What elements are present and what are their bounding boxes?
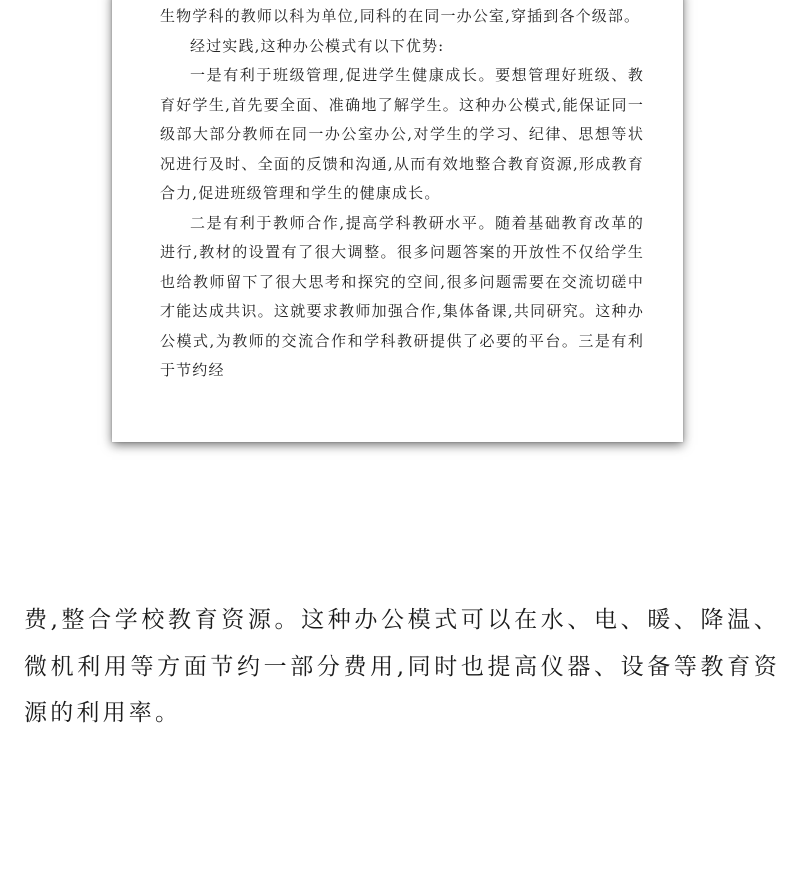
paragraph-2: 经过实践,这种办公模式有以下优势: [190, 36, 445, 55]
paragraph-3: 一是有利于班级管理,促进学生健康成长。要想管理好班级、教育好学生,首先要全面、准确地了解学生。这种办公模式,能保证同一级部大部分教师在同一办公室办公,对学生的学习、纪律、思想等状况进行及时、全面的反馈和沟通,从而有效地整合教育资源,形成教育合力,促进班级管理和学生的健康成长。 [160, 66, 644, 202]
continued-paragraph: 费,整合学校教育资源。这种办公模式可以在水、电、暖、降温、微机利用等方面节约一部分费用,同时也提高仪器、设备等教育资源的利用率。 [24, 607, 780, 726]
continued-text-block [24, 597, 780, 737]
paragraph-4: 二是有利于教师合作,提高学科教研水平。随着基础教育改革的进行,教材的设置有了很大调整。很多问题答案的开放性不仅给学生也给教师留下了很大思考和探究的空间,很多问题需要在交流切磋中才能达成共识。这就要求教师加强合作,集体备课,共同研究。这种办公模式,为教师的交流合作和学科教研提供了必要的平台。三是有利于节约经 [160, 213, 644, 379]
paragraph-1: 生物学科的教师以科为单位,同科的在同一办公室,穿插到各个级部。 [160, 7, 641, 25]
page-text-block [160, 2, 644, 386]
document-page-preview [112, 0, 683, 442]
